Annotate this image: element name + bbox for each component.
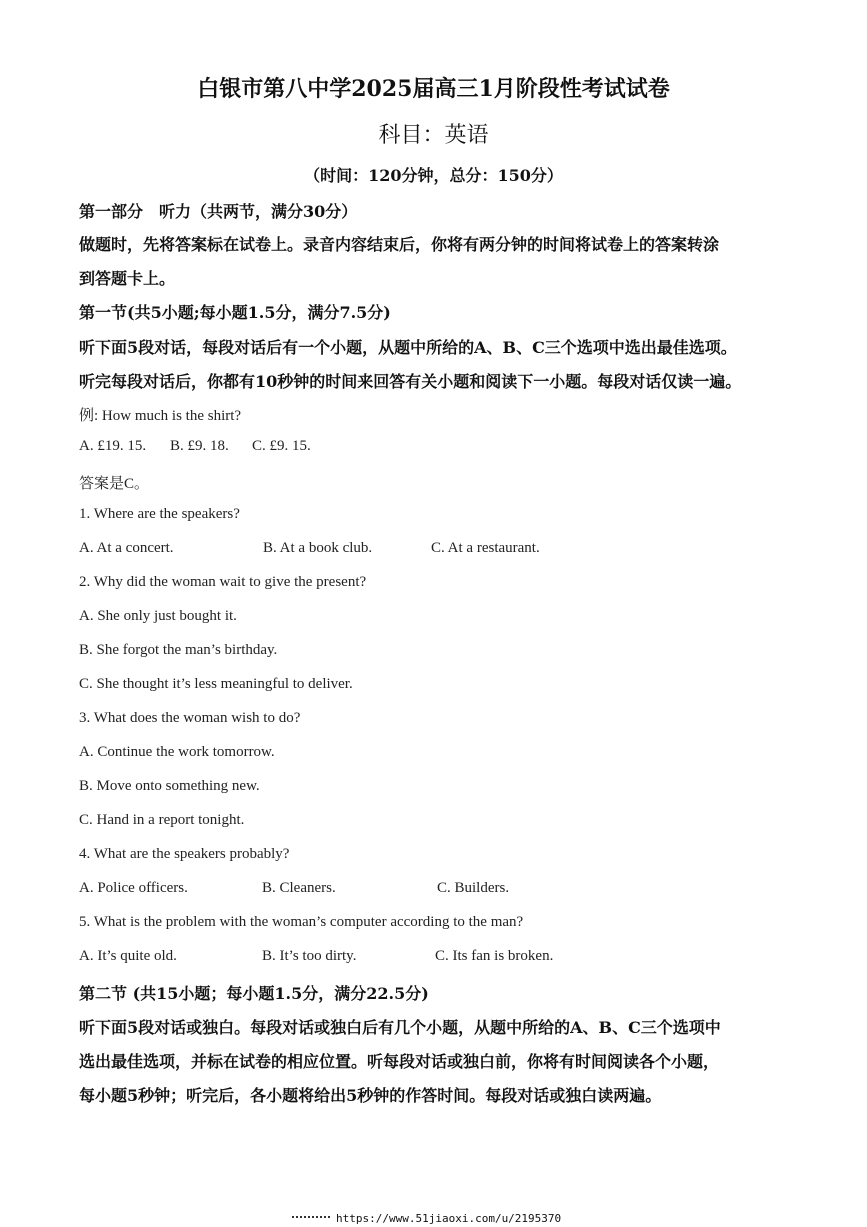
- q3-option-a: A. Continue the work tomorrow.: [79, 744, 275, 760]
- example-answer: 答案是C。: [79, 476, 150, 492]
- section1-instruction-line-2: 听完每段对话后，你都有10秒钟的时间来回答有关小题和阅读下一小题。每段对话仅读一遍。: [79, 372, 742, 391]
- example-option-c: C. £9. 15.: [252, 438, 311, 454]
- q4-option-a: A. Police officers.: [79, 880, 188, 896]
- subject-label: 科目：英语: [378, 123, 489, 148]
- example-option-a: A. £19. 15.: [79, 438, 147, 454]
- example-question: 例: How much is the shirt?: [79, 408, 242, 424]
- q4-option-c: C. Builders.: [437, 880, 510, 896]
- exam-info: （时间：120分钟，总分：150分）: [304, 166, 563, 185]
- q4-option-b: B. Cleaners.: [262, 880, 336, 896]
- question-1: 1. Where are the speakers?: [79, 506, 240, 522]
- section1-heading: 第一节(共5小题;每小题1.5分，满分7.5分): [79, 303, 391, 322]
- q5-option-b: B. It’s too dirty.: [262, 948, 357, 964]
- footer-url[interactable]: https://www.51jiaoxi.com/u/2195370: [336, 1212, 562, 1225]
- watermark-logo: [292, 1216, 330, 1222]
- section2-instruction-line-1: 听下面5段对话或独白。每段对话或独白后有几个小题，从题中所给的A、B、C三个选项中: [79, 1018, 721, 1037]
- q1-option-a: A. At a concert.: [79, 540, 174, 556]
- q2-option-a: A. She only just bought it.: [79, 608, 237, 624]
- footer-watermark: [292, 1212, 561, 1225]
- section2-instruction-line-2: 选出最佳选项，并标在试卷的相应位置。听每段对话或独白前，你将有时间阅读各个小题，: [79, 1052, 720, 1071]
- q3-option-b: B. Move onto something new.: [79, 778, 260, 794]
- q2-option-c: C. She thought it’s less meaningful to deliver.: [79, 676, 353, 692]
- q1-option-c: C. At a restaurant.: [431, 540, 540, 556]
- question-3: 3. What does the woman wish to do?: [79, 710, 301, 726]
- part1-instruction-line-1: 做题时，先将答案标在试卷上。录音内容结束后，你将有两分钟的时间将试卷上的答案转涂: [79, 235, 720, 254]
- section1-instruction-line-1: 听下面5段对话，每段对话后有一个小题，从题中所给的A、B、C三个选项中选出最佳选项。: [79, 338, 737, 357]
- q3-option-c: C. Hand in a report tonight.: [79, 812, 245, 828]
- section2-heading: 第二节 (共15小题；每小题1.5分，满分22.5分): [79, 984, 429, 1003]
- part1-instruction-line-2: 到答题卡上。: [79, 269, 176, 288]
- question-5: 5. What is the problem with the woman’s computer according to the man?: [79, 914, 524, 930]
- exam-title: 白银市第八中学2025届高三1月阶段性考试试卷: [197, 76, 670, 102]
- example-option-b: B. £9. 18.: [170, 438, 229, 454]
- part1-heading: 第一部分 听力（共两节，满分30分）: [79, 202, 358, 221]
- question-4: 4. What are the speakers probably?: [79, 846, 290, 862]
- q5-option-a: A. It’s quite old.: [79, 948, 177, 964]
- section2-instruction-line-3: 每小题5秒钟；听完后，各小题将给出5秒钟的作答时间。每段对话或独白读两遍。: [79, 1086, 662, 1105]
- q5-option-c: C. Its fan is broken.: [435, 948, 554, 964]
- q2-option-b: B. She forgot the man’s birthday.: [79, 642, 278, 658]
- question-2: 2. Why did the woman wait to give the present?: [79, 574, 367, 590]
- q1-option-b: B. At a book club.: [263, 540, 373, 556]
